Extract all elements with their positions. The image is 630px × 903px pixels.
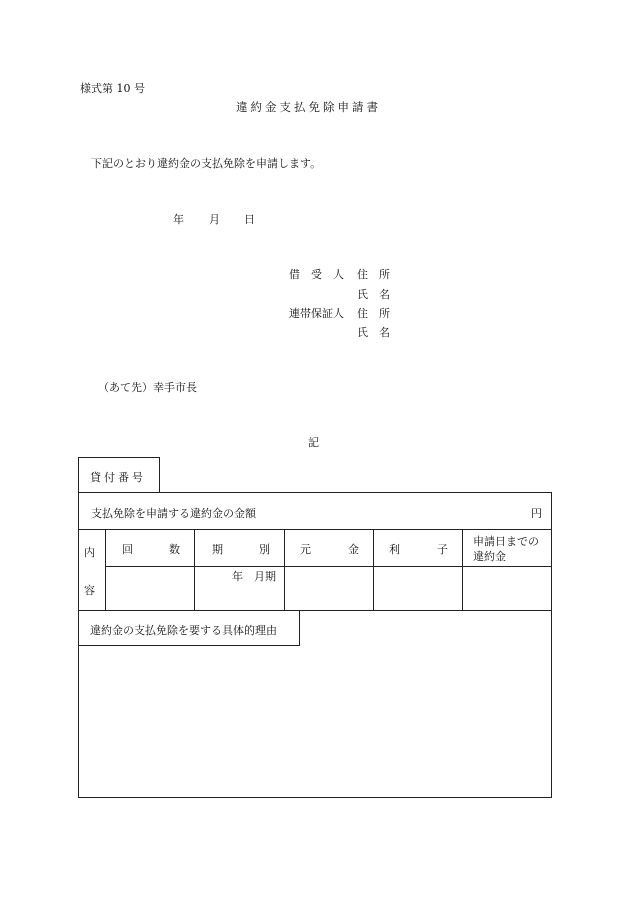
- borrower-label: 借 受 人: [289, 268, 344, 281]
- header-period-a: 期: [212, 543, 223, 556]
- header-penalty-line2: 違約金: [473, 550, 506, 563]
- reason-label: 違約金の支払免除を要する具体的理由: [90, 624, 277, 637]
- loan-number-label: 貸付番号: [90, 471, 146, 484]
- header-penalty-line1: 申請日までの: [473, 535, 539, 548]
- ki-heading: 記: [308, 436, 319, 449]
- form-number: 様式第 10 号: [80, 82, 145, 95]
- amount-label: 支払免除を申請する違約金の金額: [91, 507, 256, 520]
- content-label-top: 内: [84, 546, 95, 559]
- borrower-name-label: 氏 名: [357, 288, 390, 301]
- content-label-bottom: 容: [84, 584, 95, 597]
- intro-text: 下記のとおり違約金の支払免除を申請します。: [91, 157, 322, 170]
- guarantor-address-label: 住 所: [357, 307, 390, 320]
- document-title: 違約金支払免除申請書: [236, 100, 381, 114]
- addressee: （あて先）幸手市長: [98, 381, 197, 394]
- header-interest-a: 利: [389, 543, 400, 556]
- borrower-address-label: 住 所: [357, 268, 390, 281]
- date-month: 月: [209, 213, 220, 226]
- header-principal-a: 元: [300, 543, 311, 556]
- date-year: 年: [173, 213, 184, 226]
- guarantor-label: 連帯保証人: [289, 307, 344, 320]
- header-times-b: 数: [169, 543, 180, 556]
- header-times-a: 回: [122, 543, 133, 556]
- header-principal-b: 金: [348, 543, 359, 556]
- header-interest-b: 子: [437, 543, 448, 556]
- guarantor-name-label: 氏 名: [357, 326, 390, 339]
- date-day: 日: [244, 213, 255, 226]
- period-value: 年 月期: [232, 570, 276, 583]
- header-period-b: 別: [259, 543, 270, 556]
- yen-unit: 円: [531, 507, 542, 520]
